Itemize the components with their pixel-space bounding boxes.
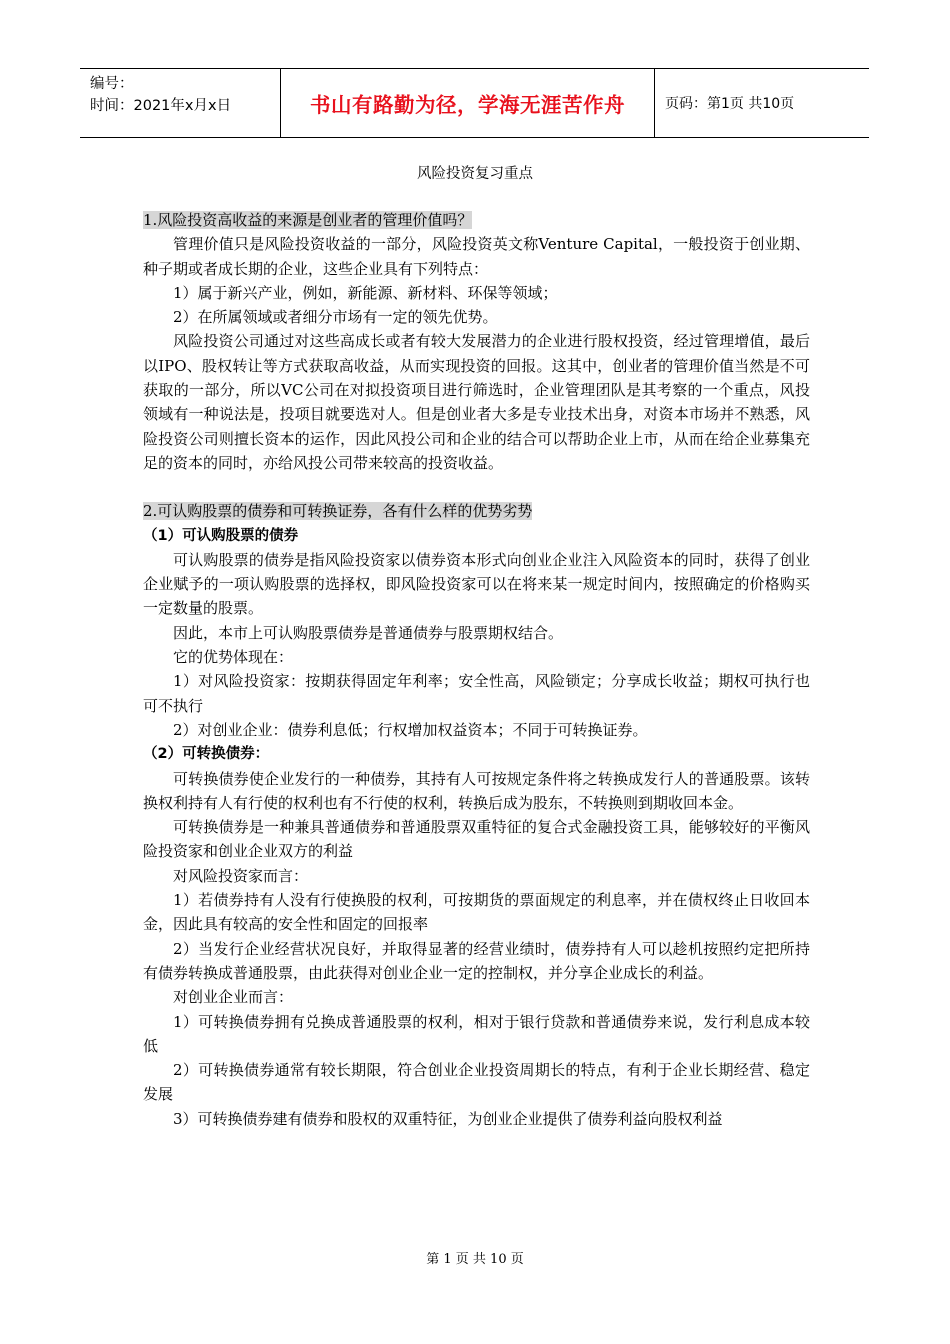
paragraph: 对创业企业而言： bbox=[173, 988, 294, 1007]
header-motto-cell bbox=[281, 69, 655, 137]
list-item: 1）若债券持有人没有行使换股的权利，可按期货的票面规定的利息率，并在债权终止日收回本金，因此具有较高的安全性和固定的回报率 bbox=[143, 891, 810, 934]
page-code-text: 页码：第1页 共10页 bbox=[665, 96, 795, 112]
list-item: 2）在所属领域或者细分市场有一定的领先优势。 bbox=[173, 308, 498, 327]
question-2-heading: 2.可认购股票的债券和可转换证券，各有什么样的优势劣势 bbox=[143, 502, 533, 521]
paragraph: 风险投资公司通过对这些高成长或者有较大发展潜力的企业进行股权投资，经过管理增值，最后以IPO、股权转让等方式获取高收益，从而实现投资的回报。这其中，创业者的管理价值当然是不可获取的一部分，所以VC公司在对拟投资项目进行筛选时，企业管理团队是其考察的一个重点，风投领域有一种说法是，投项目就要选对人。但是创业者大多是专业技术出身，对资本市场并不熟悉，风险投资公司则擅长资本的运作，因此风投公司和企业的结合可以帮助企业上市，从而在给企业募集充足的资本的同时，亦给风投公司带来较高的投资收益。 bbox=[143, 332, 810, 472]
list-item: 2）对创业企业：债券利息低；行权增加权益资本；不同于可转换证券。 bbox=[173, 720, 648, 739]
list-item: 1）可转换债券拥有兑换成普通股票的权利，相对于银行贷款和普通债券来说，发行利息成本较低 bbox=[143, 1012, 810, 1055]
paragraph: 对风险投资家而言： bbox=[173, 866, 309, 885]
paragraph: 它的优势体现在： bbox=[173, 648, 294, 667]
list-item: 2）当发行企业经营状况良好，并取得显著的经营业绩时，债券持有人可以趁机按照约定把所持有债券转换成普通股票，由此获得对创业企业一定的控制权，并分享企业成长的利益。 bbox=[143, 939, 810, 982]
subsection-1-title: （1）可认购股票的债券 bbox=[143, 527, 299, 544]
paragraph: 可转换债券是一种兼具普通债券和普通股票双重特征的复合式金融投资工具，能够较好的平衡风险投资家和创业企业双方的利益 bbox=[143, 818, 810, 861]
list-item: 1）对风险投资家：按期获得固定年利率；安全性高，风险锁定；分享成长收益；期权可执行也可不执行 bbox=[143, 672, 810, 715]
paragraph: 管理价值只是风险投资收益的一部分，风险投资英文称Venture Capital，一般投资于创业期、种子期或者成长期的企业，这些企业具有下列特点： bbox=[143, 235, 810, 278]
motto-text: 书山有路勤为径，学海无涯苦作舟 bbox=[310, 93, 625, 117]
header-page-code bbox=[655, 69, 869, 137]
header-table bbox=[80, 68, 869, 138]
question-1-heading: 1.风险投资高收益的来源是创业者的管理价值吗？ bbox=[143, 211, 473, 229]
page-footer: 第 1 页 共 10 页 bbox=[426, 1252, 524, 1267]
list-item: 2）可转换债券通常有较长期限，符合创业企业投资周期长的特点，有利于企业长期经营、稳定发展 bbox=[143, 1061, 810, 1104]
spacer bbox=[143, 475, 810, 499]
paragraph: 可认购股票的债券是指风险投资家以债券资本形式向创业企业注入风险资本的同时，获得了创业企业赋予的一项认购股票的选择权，即风险投资家可以在将来某一规定时间内，按照确定的价格购买一定数量的股票。 bbox=[143, 550, 810, 618]
subsection-2-title: （2）可转换债券： bbox=[143, 746, 270, 763]
paragraph: 可转换债券使企业发行的一种债券，其持有人可按规定条件将之转换成发行人的普通股票。该转换权利持有人有行使的权利也有不行使的权利，转换后成为股东，不转换则到期收回本金。 bbox=[143, 769, 810, 812]
time-label: 时间：2021年x月x日 bbox=[90, 98, 232, 114]
number-label: 编号： bbox=[90, 76, 134, 92]
document-title: 风险投资复习重点 bbox=[417, 166, 533, 182]
document-body bbox=[143, 208, 810, 1131]
list-item: 1）属于新兴产业，例如，新能源、新材料、环保等领域； bbox=[173, 283, 558, 302]
header-meta bbox=[80, 69, 281, 137]
paragraph: 因此，本市上可认购股票债券是普通债券与股票期权结合。 bbox=[173, 623, 564, 642]
list-item: 3）可转换债券建有债券和股权的双重特征，为创业企业提供了债券利益向股权利益 bbox=[173, 1109, 723, 1128]
